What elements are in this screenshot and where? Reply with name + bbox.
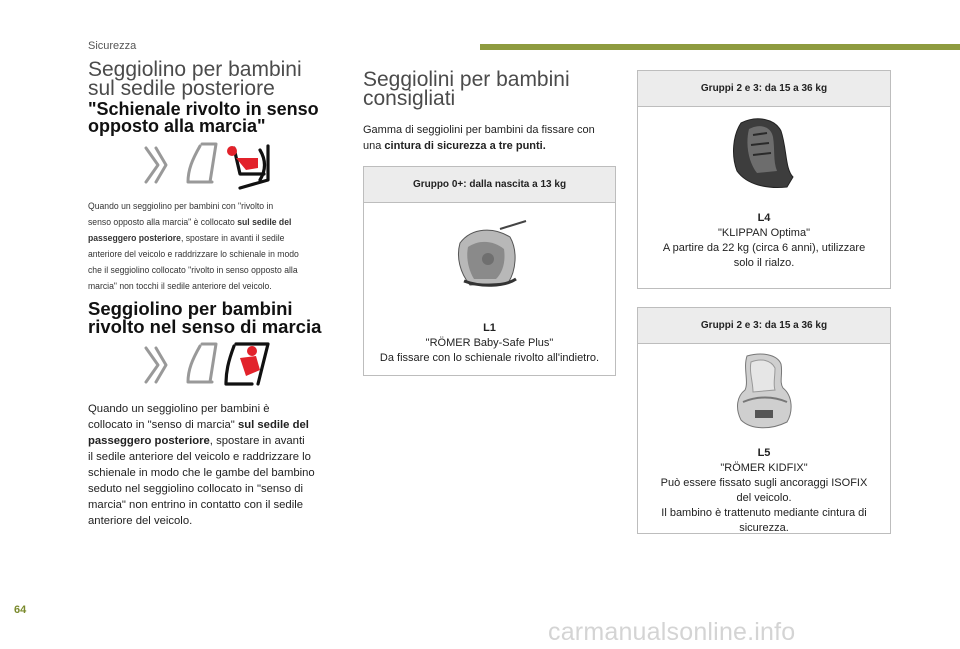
page-number: 64: [14, 604, 27, 616]
seat-name: "RÖMER KIDFIX": [720, 462, 808, 474]
romer-kidfix-seat-image: [731, 352, 797, 432]
seat-description: Può essere fissato sugli ancoraggi ISOFIX: [660, 477, 868, 489]
section-accent-bar: [480, 44, 960, 50]
seat-name: "KLIPPAN Optima": [718, 227, 810, 239]
seat-card-l5: Gruppi 2 e 3: da 15 a 36 kg L5 "RÖMER KIDFIX" Può essere fissato sugli ancoraggi ISOFIX del veicolo. Il bambino è trattenuto mediante cintura di sicurezza.: [637, 307, 891, 534]
seat-code: L1: [483, 322, 496, 334]
seat-name: "RÖMER Baby-Safe Plus": [425, 337, 554, 349]
forward-facing-seat-icon: [140, 340, 275, 390]
klippan-optima-seat-image: [727, 115, 801, 191]
forward-facing-description: Quando un seggiolino per bambini è collocato in "senso di marcia" sul sedile del passeggero posteriore, spostare in avanti il sedile anteriore del veicolo e raddrizzare lo schienale in modo che le gambe del bambino seduto nel seggiolino collocato in "senso di marcia" non entrino in contatto con il sedile anteriore del veicolo.: [88, 403, 315, 527]
recommended-seats-title: Seggiolini per bambini consigliati: [363, 68, 570, 110]
card-header: Gruppi 2 e 3: da 15 a 36 kg: [638, 308, 890, 344]
seat-code: L5: [757, 447, 771, 459]
seat-card-l4: Gruppi 2 e 3: da 15 a 36 kg L4 "KLIPPAN Optima" A partire da 22 kg (circa 6 anni), utilizzare solo il rialzo.: [637, 70, 891, 289]
rear-facing-seat-icon: [140, 140, 275, 190]
rear-facing-title: "Schienale rivolto in senso opposto alla marcia": [88, 99, 319, 136]
card-header: Gruppo 0+: dalla nascita a 13 kg: [364, 167, 615, 203]
baby-safe-plus-seat-image: [450, 213, 530, 293]
seat-description: A partire da 22 kg (circa 6 anni), utilizzare: [662, 242, 866, 254]
recommended-seats-intro: Gamma di seggiolini per bambini da fissare con una cintura di sicurezza a tre punti.: [363, 124, 595, 152]
rear-facing-description: Quando un seggiolino per bambini con "rivolto in senso opposto alla marcia" è collocato sul sedile del passeggero posteriore, spostare in avanti il sedile anteriore del veicolo e raddrizzare lo schienale in modo che il seggiolino collocato "rivolto in senso opposto alla marcia" non tocchi il sedile anteriore del veicolo.: [88, 201, 299, 291]
forward-facing-title: Seggiolino per bambini rivolto nel senso di marcia: [88, 298, 322, 337]
seat-description: Da fissare con lo schienale rivolto all'indietro.: [379, 352, 600, 364]
section-label: Sicurezza: [88, 40, 137, 52]
seat-card-l1: [363, 166, 616, 376]
card-header: Gruppi 2 e 3: da 15 a 36 kg: [638, 71, 890, 107]
left-column: [88, 60, 348, 135]
main-title: Seggiolino per bambini sul sedile posteriore: [88, 58, 302, 100]
seat-code: L4: [757, 212, 771, 224]
watermark: carmanualsonline.info: [548, 618, 796, 646]
